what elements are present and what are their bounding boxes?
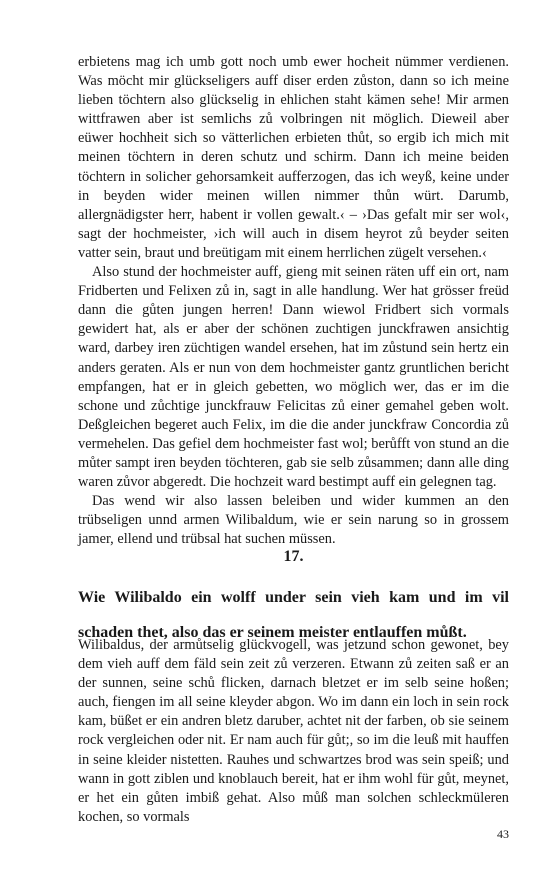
paragraph-1: erbietens mag ich umb gott noch umb ewer hocheit nümmer verdienen. Was möcht mir glückseligers auff diser erden zůston, dann so ich meine lieben töchtern also glückselig in ehlichen staht kämen sehe! Mir armen wittfrawen aber ist semlichs zů volbringen nit möglich. Dieweil aber eüwer hochheit sich so vätterlichen erbieten thůt, so ergib ich mich mit meinen töchtern in deren schutz und schirm. Dann ich meine beiden töchtern in solicher gehorsamkeit aufferzogen, das ich weyß, keine under in beyden wider meinen willen nimmer thůn würt. Darumb, allergnädigster herr, habent ir vollen gewalt.‹ – ›Das gefalt mir ser wol‹, sagt der hochmeister, ›ich will auch in disem heyrot zů beyder seiten vatter sein, braut und breütigam mit einem herrlichen zügelt versehen.‹ (78, 54, 509, 261)
paragraph-2: Also stund der hochmeister auff, gieng mit seinen räten uff ein ort, nam Fridberten und Felixen zů in, sagt in alle handlung. Wer hat grösser freüd dann die gůten jungen herren! Dann wiewol Fridbert sich vormals gewidert hat, als er aber der schönen zuchtigen junckfrawen ansichtig ward, darbey iren züchtigen wandel ersehen, hat im zůstund sein hertz ein anders geraten. Als er nun von dem hochmeister gantz gruntlichen bericht empfangen, hat er in gleich gebetten, wo möglich wer, das er im die schone und zůchtige junckfrauw Felicitas zů einer gemahel geben wolt. Deßgleichen begeret auch Felix, im die die ander junckfraw Concordia zů vermehelen. Das gefiel dem hochmeister fast wol; berůfft von stund an die můter sampt iren beyden töchteren, gab sie selb zůsammen; dann alle ding waren zůvor abgeredt. Die hochzeit ward bestimpt auff ein gelegnen tag. (78, 264, 509, 491)
main-text-block (78, 53, 509, 549)
chapter-title: Wie Wilibaldo ein wolff under sein vieh kam und im vil schaden thet, also das er seinem meister entlauffen můßt. (78, 589, 509, 641)
chapter-body-paragraph: Wilibaldus, der armůtselig glückvogell, was jetzund schon gewonet, bey dem vieh auff dem fäld sein zeit zů verzeren. Etwann zů zeiten saß er an der sunnen, seine schů flicken, darnach bletzet er im selb seine hoßen; auch, fiengen im all seine kleyder abgon. Wo im dann ein loch in sein rock kam, büßet er ein andren bletz daruber, achtet nit der farben, ob sie seinem rock vergleichen oder nit. Er nam auch für gůt;, so im die leuß mit hauffen in seine kleider nistetten. Rauhes und schwartzes brod was sein speiß; und wann in gott ziblen und knoblauch bereit, hat er ihm wohl für gůt, meynet, er het ein gůten imbiß gehat. Also můß man solchen schleckmüleren kochen, so vormals (78, 637, 509, 825)
chapter-number: 17. (283, 548, 304, 565)
paragraph-3: Das wend wir also lassen beleiben und wider kummen an den trübseligen unnd armen Wilibaldum, wie er sein narung so in grossem jamer, ellend und trübsal hat suchen müssen. (78, 493, 509, 548)
page-number: 43 (497, 827, 509, 841)
